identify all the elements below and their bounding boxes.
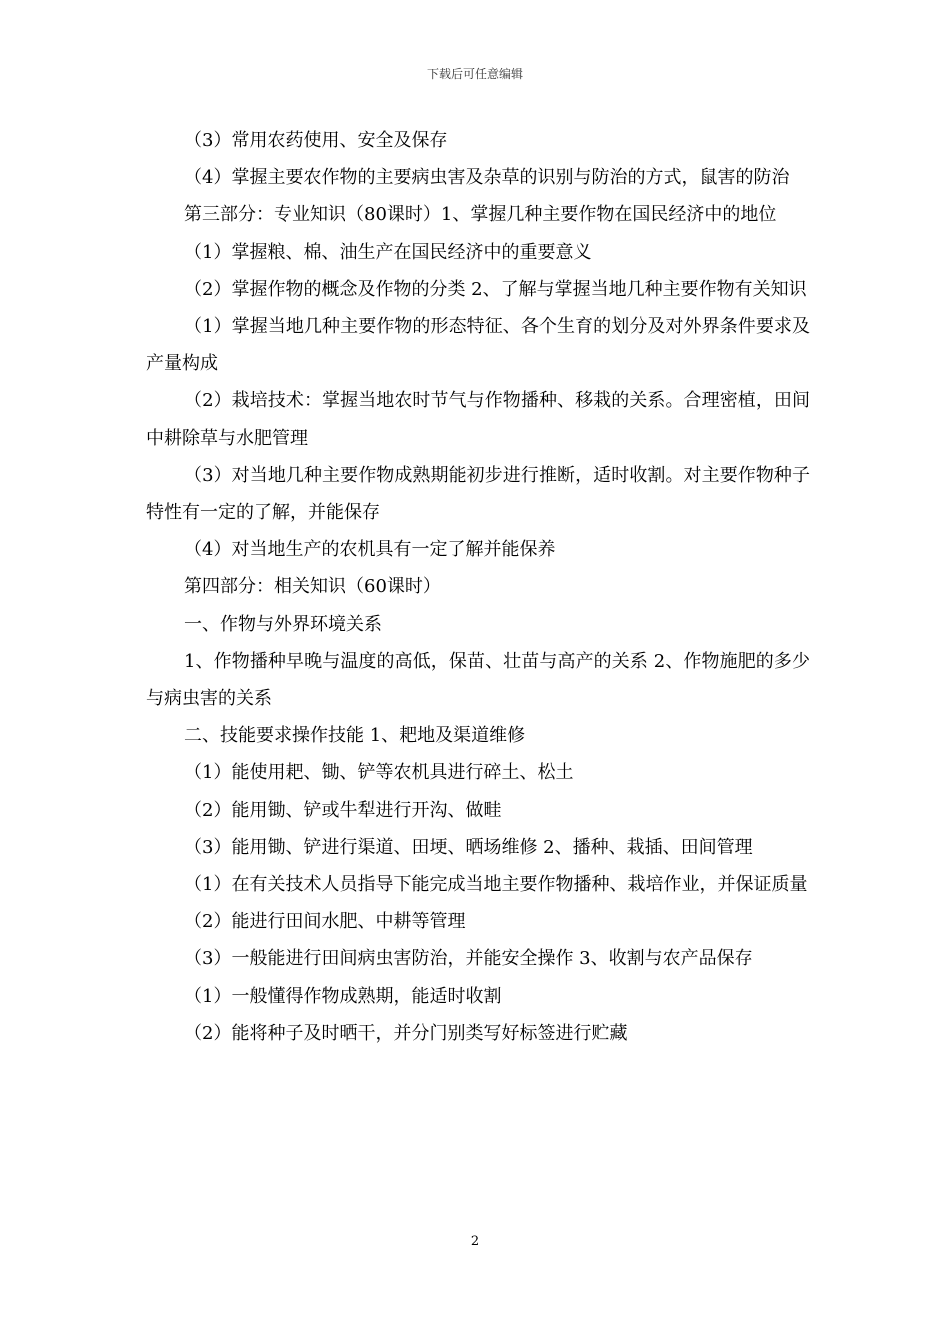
paragraph: （2）能进行田间水肥、中耕等管理 — [184, 911, 466, 933]
paragraph: 一、作物与外界环境关系 — [184, 613, 382, 635]
paragraph: 第三部分：专业知识（80课时）1、掌握几种主要作物在国民经济中的地位 — [184, 204, 777, 226]
paragraph: （1）在有关技术人员指导下能完成当地主要作物播种、栽培作业，并保证质量 — [184, 874, 808, 896]
paragraph: （2）能将种子及时晒干，并分门别类写好标签进行贮藏 — [184, 1022, 628, 1044]
section-heading: 第四部分：相关知识（60课时） — [184, 576, 441, 598]
page-number: 2 — [470, 1234, 480, 1249]
paragraph: （1）掌握当地几种主要作物的形态特征、各个生育的划分及对外界条件要求及产量构成 — [146, 316, 810, 375]
paragraph: （2）掌握作物的概念及作物的分类 2、了解与掌握当地几种主要作物有关知识 — [184, 278, 807, 300]
paragraph: （2）能用锄、铲或牛犁进行开沟、做畦 — [184, 799, 502, 821]
paragraph: （3）常用农药使用、安全及保存 — [184, 130, 448, 151]
paragraph: （1）一般懂得作物成熟期，能适时收割 — [184, 985, 502, 1007]
document-body — [146, 122, 810, 1052]
paragraph: （2）栽培技术：掌握当地农时节气与作物播种、移栽的关系。合理密植，田间中耕除草与水肥管理 — [146, 390, 810, 449]
paragraph: （4）掌握主要农作物的主要病虫害及杂草的识别与防治的方式，鼠害的防治 — [184, 167, 790, 189]
paragraph: 二、技能要求操作技能 1、耙地及渠道维修 — [184, 725, 526, 747]
paragraph: （1）掌握粮、棉、油生产在国民经济中的重要意义 — [184, 241, 592, 263]
paragraph: （3）对当地几种主要作物成熟期能初步进行推断，适时收割。对主要作物种子特性有一定的了解，并能保存 — [146, 464, 810, 524]
paragraph: （1）能使用耙、锄、铲等农机具进行碎土、松土 — [184, 762, 574, 784]
paragraph: （4）对当地生产的农机具有一定了解并能保养 — [184, 539, 556, 561]
paragraph: （3）能用锄、铲进行渠道、田埂、晒场维修 2、播种、栽插、田间管理 — [184, 836, 753, 858]
paragraph: 1、作物播种早晚与温度的高低，保苗、壮苗与高产的关系 2、作物施肥的多少与病虫害的关系 — [146, 650, 810, 710]
paragraph: （3）一般能进行田间病虫害防治，并能安全操作 3、收割与农产品保存 — [184, 948, 753, 970]
page-header-note: 下载后可任意编辑 — [426, 67, 523, 81]
